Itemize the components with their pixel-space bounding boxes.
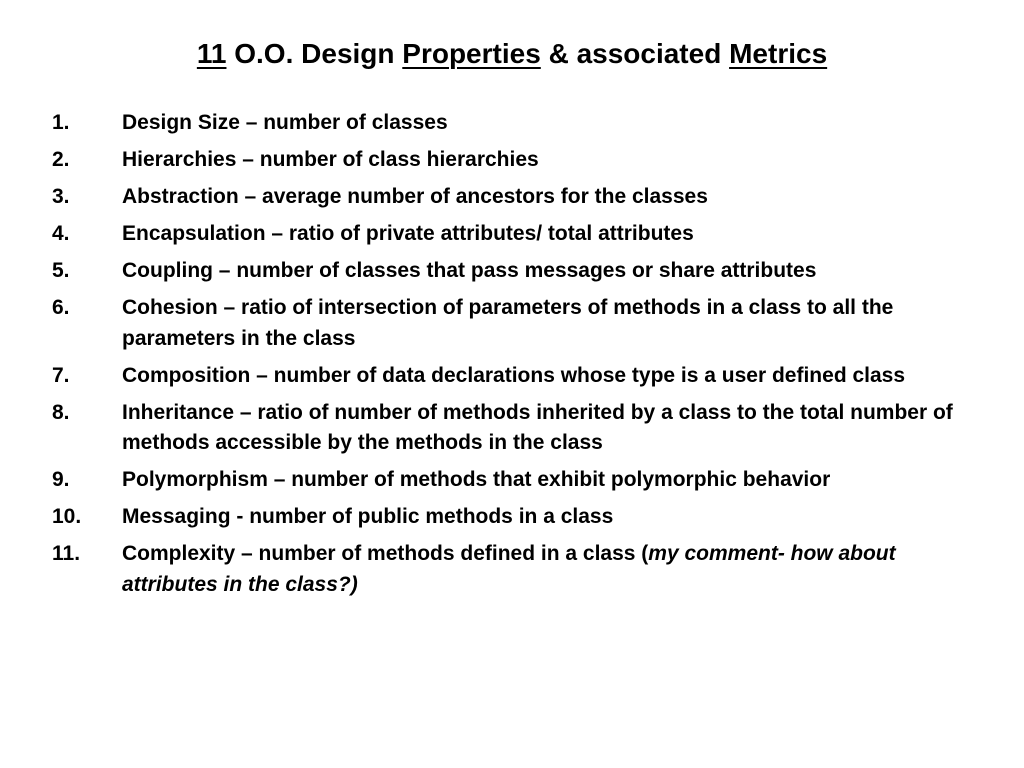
list-item <box>52 398 972 459</box>
item-text: Complexity – number of methods defined in a class ( <box>122 542 649 565</box>
metrics-list <box>52 108 972 607</box>
list-item <box>52 219 972 250</box>
list-item <box>52 465 972 496</box>
item-text: Cohesion – ratio of intersection of parameters of methods in a class to all the parameters in the class <box>122 296 894 350</box>
item-number: 7. <box>52 363 70 387</box>
item-text: Encapsulation – ratio of private attributes/ total attributes <box>122 222 694 245</box>
item-number: 4. <box>52 222 70 245</box>
list-item <box>52 361 972 392</box>
item-number: 5. <box>52 259 70 282</box>
item-comment: my comment- how about attributes in the class?) <box>122 542 896 596</box>
item-text: Inheritance – ratio of number of methods inherited by a class to the total number of methods accessible by the methods in the class <box>122 400 953 454</box>
item-number: 6. <box>52 296 70 319</box>
item-number: 2. <box>52 148 70 171</box>
item-text: Coupling – number of classes that pass messages or share attributes <box>122 259 817 282</box>
list-item <box>52 293 972 354</box>
item-number: 10. <box>52 505 82 528</box>
item-text: Messaging - number of public methods in a class <box>122 505 614 528</box>
list-item <box>52 182 972 213</box>
item-text-wrapper <box>122 539 972 600</box>
item-text: Abstraction – average number of ancestors for the classes <box>122 185 708 208</box>
slide-title <box>0 36 1024 72</box>
item-text: Design Size – number of classes <box>122 111 448 134</box>
item-number: 8. <box>52 400 70 424</box>
item-number: 1. <box>52 111 70 134</box>
item-text: Polymorphism – number of methods that exhibit polymorphic behavior <box>122 468 831 491</box>
item-number: 3. <box>52 185 70 208</box>
title-properties: Properties <box>402 38 541 69</box>
title-part-2: & associated <box>548 38 722 69</box>
list-item <box>52 539 972 600</box>
item-text: Composition – number of data declarations whose type is a user defined class <box>122 363 906 387</box>
item-number: 9. <box>52 468 70 491</box>
list-item <box>52 502 972 533</box>
title-metrics: Metrics <box>729 38 828 69</box>
list-item <box>52 256 972 287</box>
title-part-1: O.O. Design <box>234 38 395 69</box>
item-text: Hierarchies – number of class hierarchies <box>122 148 539 171</box>
item-number: 11. <box>52 542 81 565</box>
list-item <box>52 108 972 139</box>
list-item <box>52 145 972 176</box>
title-number: 11 <box>196 38 227 69</box>
